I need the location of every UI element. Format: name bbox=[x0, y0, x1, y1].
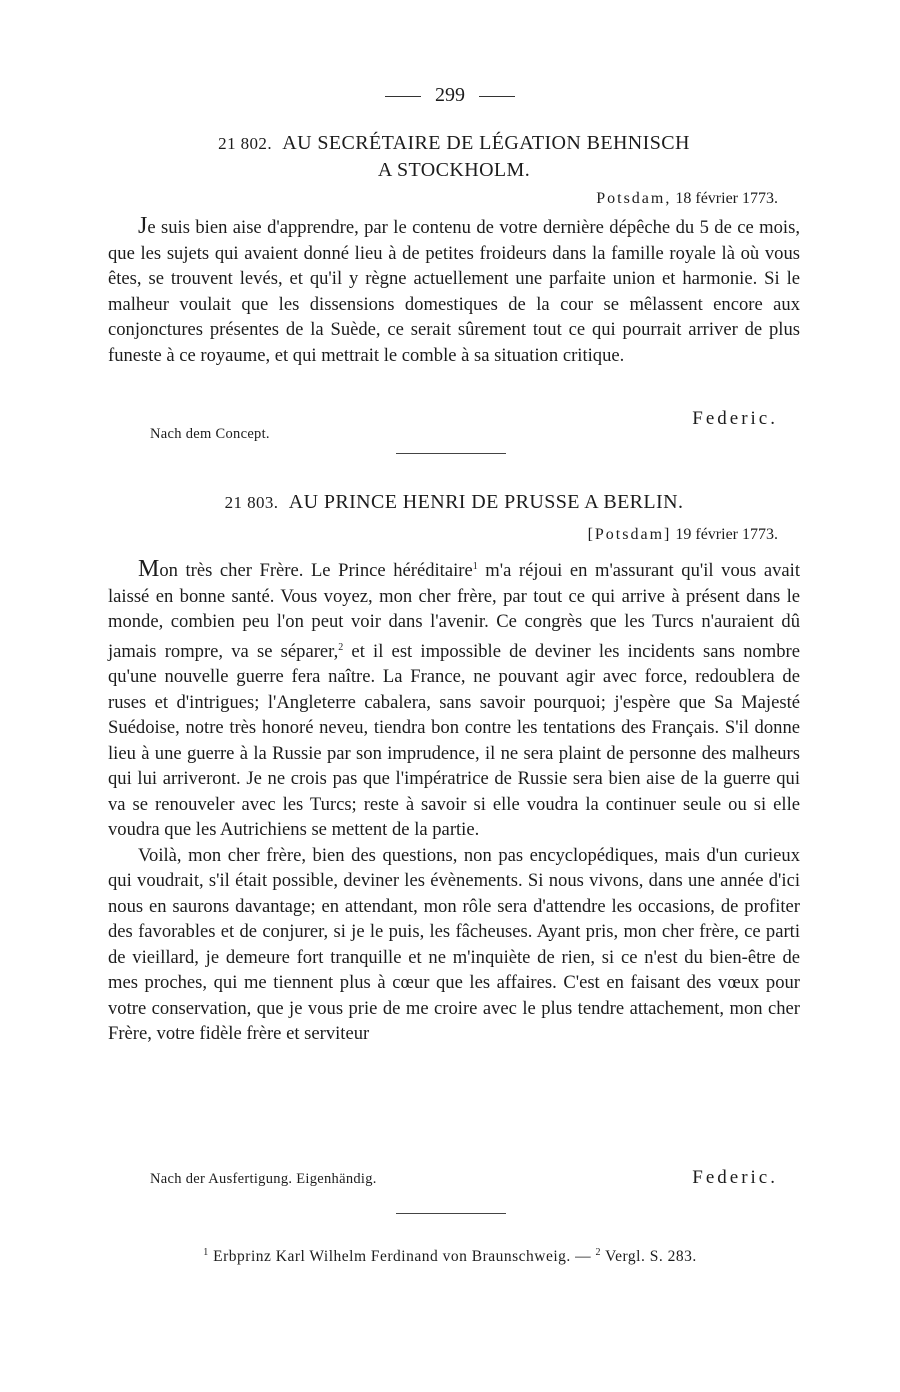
letter-place: [Potsdam] bbox=[587, 526, 672, 543]
page-number-dash-left bbox=[385, 96, 421, 97]
footnote-text: Erbprinz Karl Wilhelm Ferdinand von Braunschweig. — bbox=[213, 1248, 592, 1266]
section-divider bbox=[396, 453, 506, 454]
letter-source-note: Nach der Ausfertigung. Eigenhändig. bbox=[150, 1171, 377, 1187]
footnotes bbox=[0, 1247, 900, 1266]
letter-heading bbox=[108, 130, 800, 183]
letter-title: AU PRINCE HENRI DE PRUSSE A BERLIN. bbox=[288, 491, 684, 513]
letter-date: 18 février 1773. bbox=[675, 190, 778, 207]
letter-date-line bbox=[588, 526, 778, 544]
page-number-dash-right bbox=[479, 96, 515, 97]
paragraph-text: m'a réjoui en m'assurant qu'il vous avait laissé en bonne santé. Vous voyez, mon cher frère, par tout ce qui arrive à présent dans le monde, combien peu l'on peut voir dans l'avenir. Ce congrès que les Turcs n'auraient dû jamais rompre, va se séparer, bbox=[108, 560, 800, 662]
letter-paragraph bbox=[108, 554, 800, 843]
letter-date-line bbox=[596, 190, 778, 208]
footnote-text: Vergl. S. 283. bbox=[605, 1248, 697, 1266]
section-divider bbox=[396, 1213, 506, 1214]
letter-paragraph: Voilà, mon cher frère, bien des questions, non pas encyclopédiques, mais d'un curieux qui voudrait, s'il était possible, deviner les évènements. Si nous vivons, dans une année d'ici nous en saurons davantage; en attendant, mon rôle sera d'attendre les occasions, de profiter des favorables et de conjurer, si je le puis, les fâcheuses. Ayant pris, mon cher frère, ce parti de vieillard, je demeure fort tranquille et ne m'inquiète de rien, si ce n'est du bien-être de mes proches, qui me tiennent plus à cœur que les affaires. C'est en faisant des vœux pour votre conservation, que je vous prie de me croire avec le plus tendre attachement, mon cher Frère, votre fidèle frère et serviteur bbox=[108, 844, 800, 1045]
letter-number: 21 803. bbox=[224, 493, 279, 512]
letter-title: AU SECRÉTAIRE DE LÉGATION BEHNISCH bbox=[282, 132, 690, 154]
letter-paragraph: Je suis bien aise d'apprendre, par le contenu de votre dernière dépêche du 5 de ce mois, que les sujets qui avaient donné lieu à de petites froideurs dans la famille royale là où vous êtes, se trouvent levés, et qu'il y règne actuellement une parfaite union et harmonie. Si le malheur voulait que les dissensions domestiques de la cour se mêlassent encore aux conjonctures présentes de la Suède, ce serait sûrement tout ce qui pourrait arriver de plus funeste à ce royaume, et qui mettrait le comble à sa situation critique. bbox=[108, 213, 800, 366]
footnote-marker: 2 bbox=[338, 641, 344, 653]
letter-body bbox=[108, 554, 800, 1047]
letter-signature: Federic. bbox=[692, 408, 778, 429]
paragraph-text: et il est impossible de deviner les incidents sans nombre qu'une nouvelle guerre fera naître. La France, ne pouvant agir avec force, redoublera de ruses et d'intrigues; l'Angleterre cabalera, sans savoir pourquoi; j'espère que Sa Majesté Suédoise, notre très honoré neveu, tiendra bon contre les tentations des Français. S'il donne lieu à une guerre à la Russie par son imprudence, il ne sera plaint de personne des malheurs qui lui arriveront. Je ne crois pas que l'impératrice de Russie sera bien aise de la guerre qui va se renouveler avec les Turcs; reste à savoir si elle voudra la continuer seule ou si elle voudra que les Autrichiens se mettent de la partie. bbox=[108, 640, 801, 841]
letter-heading bbox=[108, 489, 800, 516]
letter-place: Potsdam, bbox=[596, 190, 672, 207]
letter-title-line1 bbox=[108, 130, 800, 157]
letter-number: 21 802. bbox=[218, 134, 272, 153]
letter-source-note: Nach dem Concept. bbox=[150, 426, 270, 442]
paragraph-text: Mon très cher Frère. Le Prince héréditaire bbox=[138, 556, 473, 583]
letter-title-line1 bbox=[108, 489, 800, 516]
footnote-marker: 2 bbox=[595, 1247, 602, 1258]
page-number bbox=[0, 84, 900, 107]
footnote-marker: 1 bbox=[203, 1247, 209, 1258]
letter-date: 19 février 1773. bbox=[675, 526, 778, 543]
letter-body bbox=[108, 214, 800, 368]
page-number-value: 299 bbox=[435, 84, 465, 106]
letter-signature: Federic. bbox=[692, 1167, 778, 1188]
letter-title-line2: A STOCKHOLM. bbox=[377, 159, 531, 181]
footnote-marker: 1 bbox=[472, 561, 478, 572]
